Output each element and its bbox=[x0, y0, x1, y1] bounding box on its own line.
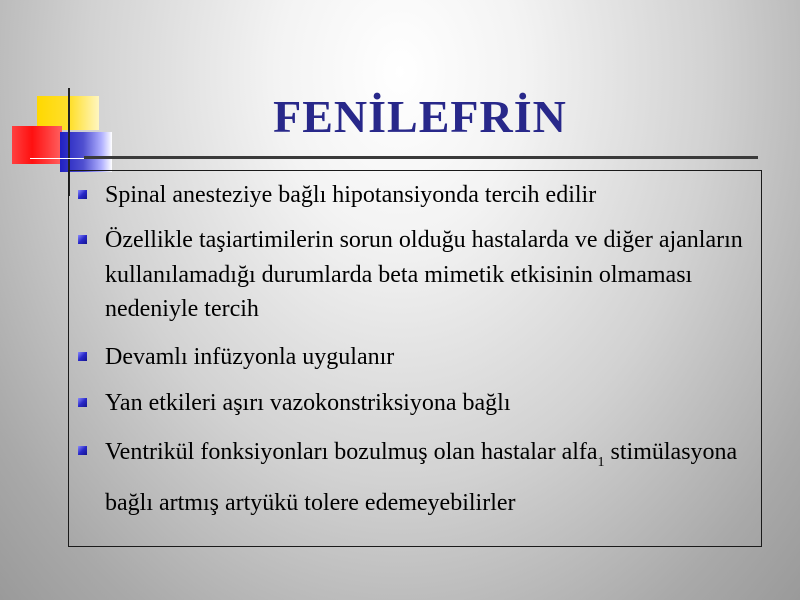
bullet-square-icon bbox=[78, 190, 87, 199]
list-item bbox=[75, 386, 761, 421]
title-underline bbox=[84, 156, 758, 159]
bullet-square-icon bbox=[78, 235, 87, 244]
corner-decoration bbox=[0, 0, 130, 190]
bullet-square-icon bbox=[78, 352, 87, 361]
bullet-square-icon bbox=[78, 398, 87, 407]
bullet-text-part: Ventrikül fonksiyonları bozulmuş olan hastalar alfa bbox=[105, 439, 598, 465]
bullet-text bbox=[105, 432, 761, 523]
bullet-text: Yan etkileri aşırı vazokonstriksiyona bağlı bbox=[105, 390, 511, 416]
bullet-text: Devamlı infüzyonla uygulanır bbox=[105, 344, 395, 370]
bullet-square-icon bbox=[78, 446, 87, 455]
subscript-text: 1 bbox=[597, 455, 605, 470]
slide-title: FENİLEFRİN bbox=[273, 91, 567, 142]
bullet-text-part: stimülasyona bağlı artmış artyükü tolere edemeyebilirler bbox=[105, 439, 738, 516]
list-item bbox=[75, 340, 761, 375]
list-item bbox=[75, 178, 761, 213]
content-box bbox=[68, 170, 762, 547]
bullet-text: Özellikle taşiartimilerin sorun olduğu hastalarda ve diğer ajanların kullanılamadığı durumlarda beta mimetik etkisinin olmaması nedeniyle tercih bbox=[105, 227, 743, 322]
list-item bbox=[75, 223, 761, 327]
list-item bbox=[75, 432, 761, 523]
bullet-text: Spinal anesteziye bağlı hipotansiyonda tercih edilir bbox=[105, 182, 597, 208]
